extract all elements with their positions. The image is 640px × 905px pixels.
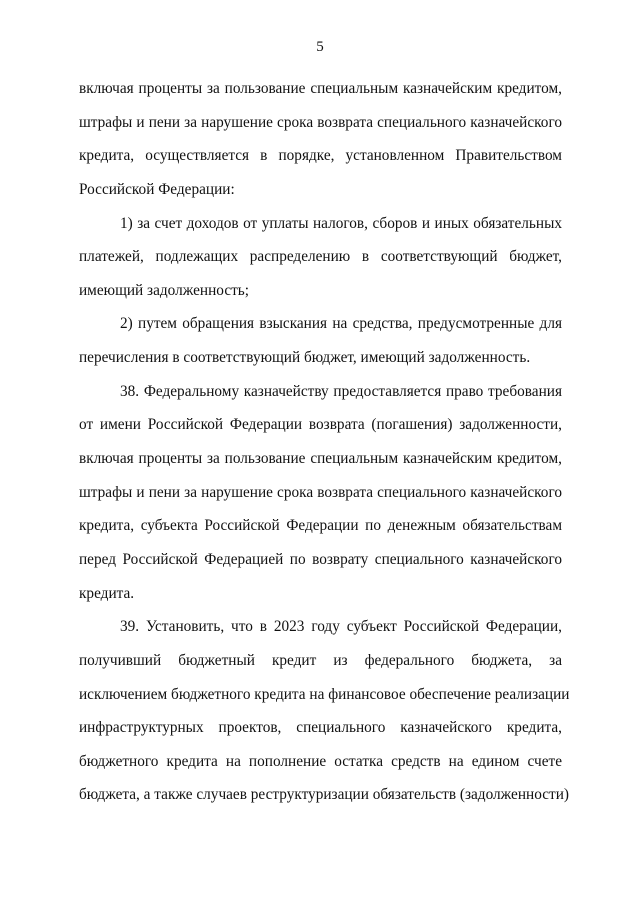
text-line: инфраструктурных проектов, специального казначейского кредита, bbox=[79, 719, 562, 737]
page-number: 5 bbox=[316, 39, 324, 55]
text-line: получивший бюджетный кредит из федерального бюджета, за bbox=[79, 651, 562, 669]
text-line: имеющий задолженность; bbox=[79, 281, 250, 299]
text-line: кредита, субъекта Российской Федерации по денежным обязательствам bbox=[79, 517, 562, 535]
text-line: перечисления в соответствующий бюджет, имеющий задолженность. bbox=[79, 349, 531, 367]
text-line: бюджетного кредита на пополнение остатка средств на едином счете bbox=[79, 752, 562, 770]
text-line: 38. Федеральному казначейству предоставляется право требования bbox=[120, 382, 562, 400]
text-line: Российской Федерации: bbox=[79, 180, 235, 198]
text-line: включая проценты за пользование специальным казначейским кредитом, bbox=[79, 80, 562, 97]
text-line: штрафы и пени за нарушение срока возврата специального казначейского bbox=[79, 483, 562, 501]
text-line: включая проценты за пользование специальным казначейским кредитом, bbox=[79, 450, 562, 468]
text-line: 1) за счет доходов от уплаты налогов, сборов и иных обязательных bbox=[120, 214, 562, 232]
text-line: 39. Установить, что в 2023 году субъект Российской Федерации, bbox=[120, 618, 562, 636]
text-line: штрафы и пени за нарушение срока возврата специального казначейского bbox=[79, 113, 562, 131]
text-line: платежей, подлежащих распределению в соответствующий бюджет, bbox=[79, 248, 562, 266]
text-line: 2) путем обращения взыскания на средства, предусмотренные для bbox=[120, 315, 562, 333]
text-line: бюджета, а также случаев реструктуризации обязательств (задолженности) bbox=[79, 786, 569, 804]
text-line: перед Российской Федерацией по возврату специального казначейского bbox=[79, 550, 562, 568]
text-line: кредита. bbox=[79, 584, 135, 602]
document-body bbox=[79, 72, 570, 812]
text-line: от имени Российской Федерации возврата (погашения) задолженности, bbox=[79, 416, 562, 434]
text-line: исключением бюджетного кредита на финансовое обеспечение реализации bbox=[79, 685, 570, 703]
text-line: кредита, осуществляется в порядке, установленном Правительством bbox=[79, 147, 562, 165]
